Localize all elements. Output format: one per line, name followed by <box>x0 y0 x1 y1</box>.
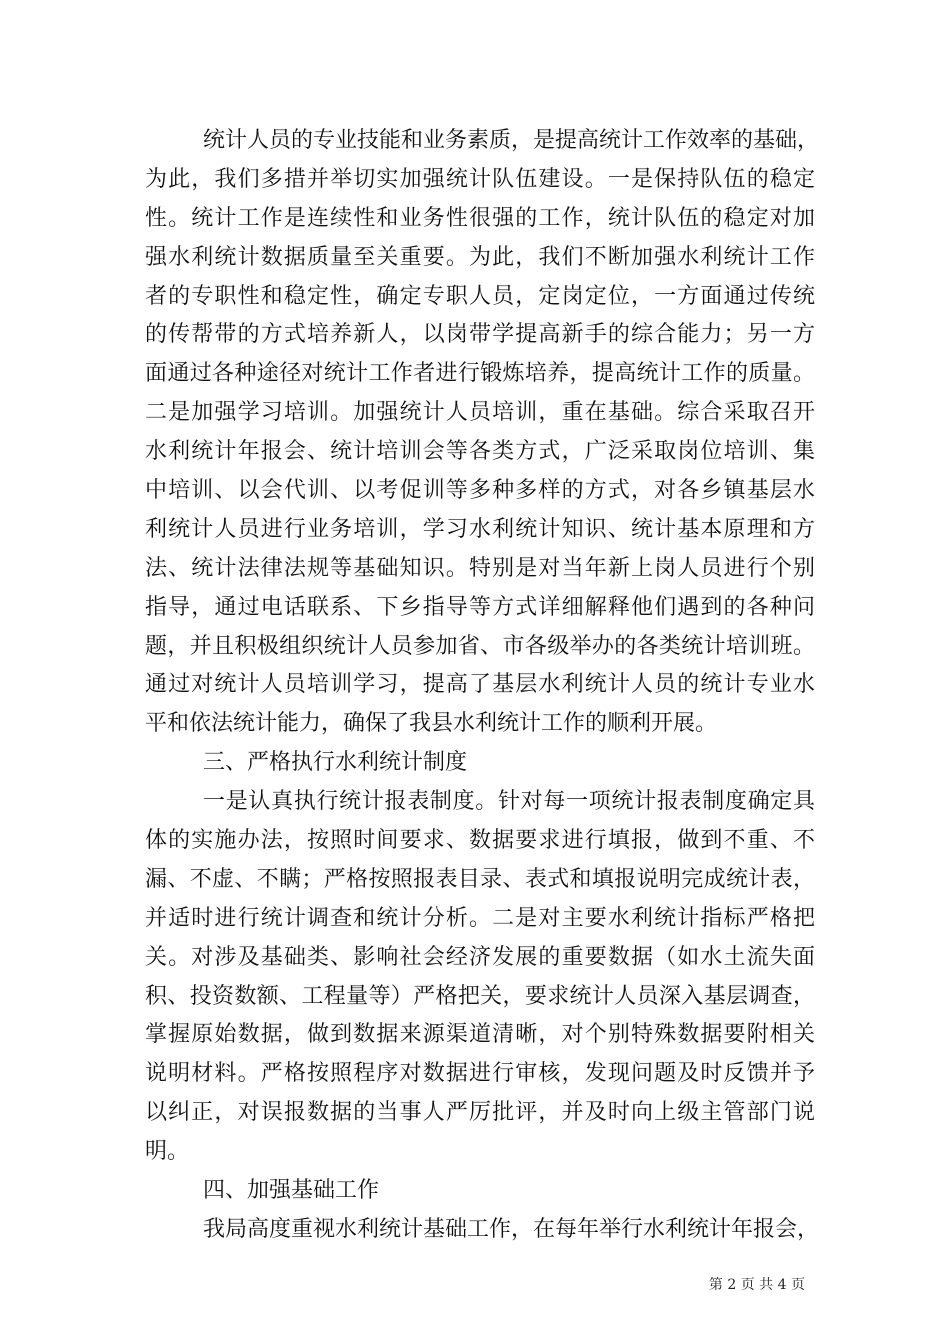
text-line: 以纠正，对误报数据的当事人严厉批评，并及时向上级主管部门说 <box>145 1100 815 1126</box>
text-line: 体的实施办法，按照时间要求、数据要求进行填报，做到不重、不 <box>145 828 815 854</box>
text-line: 为此，我们多措并举切实加强统计队伍建设。一是保持队伍的稳定 <box>145 166 815 192</box>
text-line: 我局高度重视水利统计基础工作，在每年举行水利统计年报会， <box>203 1216 820 1242</box>
text-line: 漏、不虚、不瞒；严格按照报表目录、表式和填报说明完成统计表， <box>145 866 815 892</box>
text-line: 通过对统计人员培训学习，提高了基层水利统计人员的统计专业水 <box>145 672 815 698</box>
text-line: 一是认真执行统计报表制度。针对每一项统计报表制度确定具 <box>203 789 815 815</box>
text-line: 并适时进行统计调查和统计分析。二是对主要水利统计指标严格把 <box>145 905 815 931</box>
text-line: 性。统计工作是连续性和业务性很强的工作，统计队伍的稳定对加 <box>145 205 815 231</box>
text-line: 水利统计年报会、统计培训会等各类方式，广泛采取岗位培训、集 <box>145 439 815 465</box>
text-line: 统计人员的专业技能和业务素质，是提高统计工作效率的基础， <box>203 128 820 153</box>
text-line: 掌握原始数据，做到数据来源渠道清晰，对个别特殊数据要附相关 <box>145 1022 815 1048</box>
text-line: 三、严格执行水利统计制度 <box>203 750 468 776</box>
page-number: 第 2 页 共 4 页 <box>708 1277 805 1293</box>
text-line: 积、投资数额、工程量等）严格把关，要求统计人员深入基层调查， <box>145 983 815 1009</box>
text-line: 利统计人员进行业务培训，学习水利统计知识、统计基本原理和方 <box>145 516 815 542</box>
text-line: 二是加强学习培训。加强统计人员培训，重在基础。综合采取召开 <box>145 400 815 426</box>
text-line: 说明材料。严格按照程序对数据进行审核，发现问题及时反馈并予 <box>145 1061 815 1087</box>
document-body <box>145 122 820 1250</box>
text-line: 者的专职性和稳定性，确定专职人员，定岗定位，一方面通过传统 <box>145 283 815 309</box>
text-line: 关。对涉及基础类、影响社会经济发展的重要数据（如水土流失面 <box>145 944 815 970</box>
text-line: 指导，通过电话联系、下乡指导等方式详细解释他们遇到的各种问 <box>145 594 815 620</box>
text-line: 法、统计法律法规等基础知识。特别是对当年新上岗人员进行个别 <box>145 555 815 581</box>
text-line: 面通过各种途径对统计工作者进行锻炼培养，提高统计工作的质量。 <box>145 361 815 387</box>
text-line: 明。 <box>145 1139 190 1165</box>
text-line: 的传帮带的方式培养新人，以岗带学提高新手的综合能力；另一方 <box>145 322 815 348</box>
text-line: 平和依法统计能力，确保了我县水利统计工作的顺利开展。 <box>145 711 718 737</box>
text-line: 四、加强基础工作 <box>203 1178 380 1204</box>
text-line: 题，并且积极组织统计人员参加省、市各级举办的各类统计培训班。 <box>145 633 815 659</box>
text-line: 强水利统计数据质量至关重要。为此，我们不断加强水利统计工作 <box>145 244 815 270</box>
text-line: 中培训、以会代训、以考促训等多种多样的方式，对各乡镇基层水 <box>145 478 815 504</box>
